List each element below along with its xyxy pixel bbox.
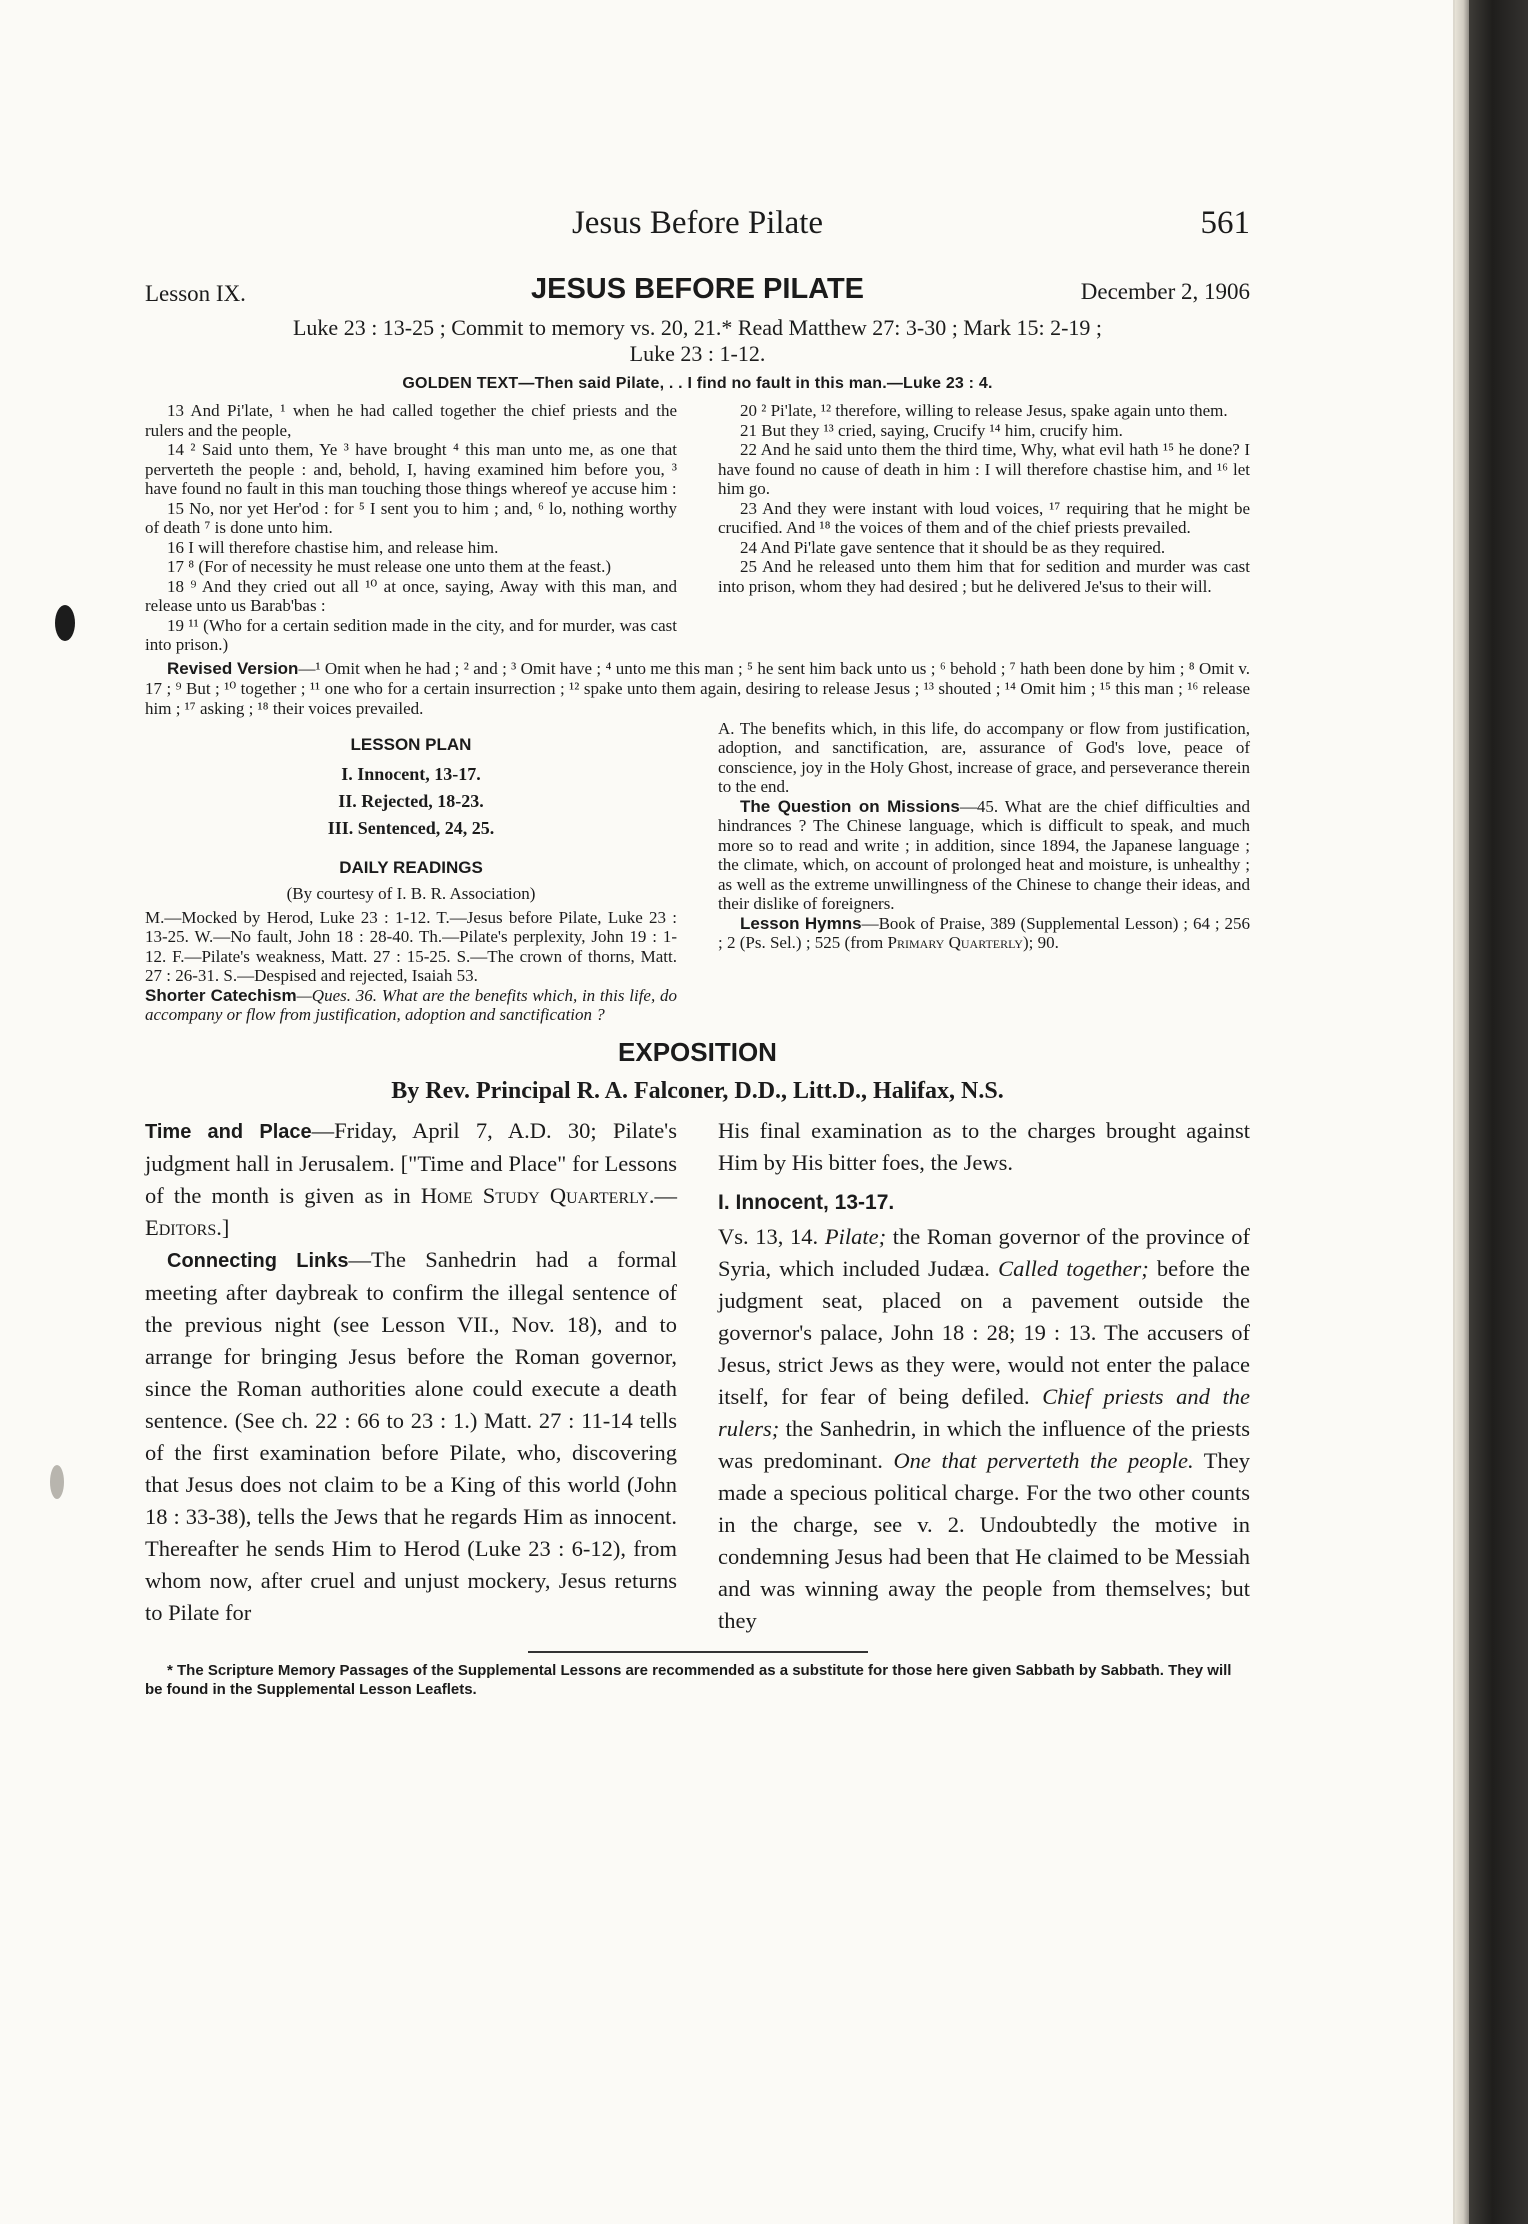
hymn-source: Primary Quarterly (887, 933, 1023, 952)
book-fore-edge (1469, 0, 1528, 2224)
time-and-place (145, 1115, 677, 1244)
lesson-number: Lesson IX. (145, 281, 246, 306)
golden-text: GOLDEN TEXT—Then said Pilate, . . I find no fault in this man.—Luke 23 : 4. (402, 375, 993, 392)
scripture-references-cont: Luke 23 : 1-12. (629, 341, 766, 366)
running-title: Jesus Before Pilate (571, 205, 824, 241)
lesson-plan-item: II. Rejected, 18-23. (338, 790, 484, 811)
lesson-title: JESUS BEFORE PILATE (530, 273, 865, 305)
page-number: 561 (1200, 205, 1250, 241)
exposition-body (145, 1115, 1250, 1637)
time-and-place-text: —Friday, April 7, A.D. 30; Pilate's judgment hall in Jerusalem. ["Time and Place" for Lessons of the month is given as in (145, 1117, 677, 1208)
exposition-title: EXPOSITION (618, 1036, 777, 1067)
verse: 13 And Pi'late, ¹ when he had called together the chief priests and the rulers and the people, (145, 401, 677, 440)
lesson-hymns (718, 914, 1250, 953)
revised-version-label: Revised Version (167, 658, 299, 678)
helps-right-column (718, 719, 1250, 1025)
missions-text: —45. What are the chief difficulties and hindrances ? The Chinese language, which is difficult to speak, and much more so to read and write ; in addition, since 1894, the Japanese language ; the climate, which, on account of prolonged heat and moisture, is unhealthy ; as well as the extreme unwillingness of the Chinese to change their ideas, and their dislike of foreigners. (718, 796, 1250, 913)
scripture-references: Luke 23 : 13-25 ; Commit to memory vs. 20, 21.* Read Matthew 27: 3-30 ; Mark 15: 2-19 ; (292, 315, 1103, 340)
section-heading: I. Innocent, 13-17. (718, 1190, 895, 1214)
verses-left-column (145, 401, 677, 655)
running-head (145, 205, 1250, 265)
verse: 18 ⁹ And they cried out all ¹⁰ at once, saying, Away with this man, and release unto us Barab'bas : (145, 576, 677, 615)
commentary-text: before the judgment seat, placed on a pavement outside the governor's palace, John 18 : 28; 19 : 13. The accusers of Jesus, strict Jews as they were, would not enter the palace itself, for fear of being defiled. (718, 1255, 1250, 1409)
verse: 20 ² Pi'late, ¹² therefore, willing to release Jesus, spake again unto them. (740, 401, 1228, 420)
daily-readings-heading: DAILY READINGS (339, 857, 483, 877)
binding-hole (50, 1465, 64, 1499)
revised-version-text: —¹ Omit when he had ; ² and ; ³ Omit have ; ⁴ unto me this man ; ⁵ he sent him back unto us ; ⁶ behold ; ⁷ hath been done by him ; ⁸ Omit v. 17 ; ⁹ But ; ¹⁰ together ; ¹¹ one who for a certain insurrection ; ¹² spake unto them again, desiring to release Jesus ; ¹³ shouted ; ¹⁴ Omit him ; ¹⁵ this man ; ¹⁶ release him ; ¹⁷ asking ; ¹⁸ their voices prevailed. (145, 658, 1250, 718)
lesson-plan-item: III. Sentenced, 24, 25. (327, 817, 495, 838)
missions-question (718, 797, 1250, 914)
term: One that perverteth the people. (893, 1447, 1194, 1473)
connecting-links-label: Connecting Links (167, 1249, 349, 1272)
missions-label: The Question on Missions (740, 796, 960, 816)
verses-right-column (718, 401, 1250, 655)
page-content (145, 205, 1250, 1699)
lesson-verses (145, 401, 1250, 655)
lesson-hymns-text: —Book of Praise, 389 (Supplemental Lesson) ; 64 ; 256 ; 2 (Ps. Sel.) ; 525 (from (718, 913, 1250, 952)
verse: 16 I will therefore chastise him, and release him. (167, 537, 499, 557)
revised-version-notes (145, 659, 1250, 719)
shorter-catechism-label: Shorter Catechism (145, 985, 297, 1005)
verse: 22 And he said unto them the third time, Why, what evil hath ¹⁵ he done? I have found no cause of death in him : I will therefore chastise him, and ¹⁶ let him go. (718, 440, 1250, 498)
footnote: * The Scripture Memory Passages of the Supplemental Lessons are recommended as a substitute for those here given Sabbath by Sabbath. They will be found in the Supplemental Lesson Leaflets. (145, 1661, 1232, 1698)
page-edge (1455, 0, 1469, 2224)
commentary-text: the Sanhedrin, in which the influence of the priests was predominant. (718, 1415, 1251, 1473)
editors: Editors (145, 1214, 217, 1240)
term: Pilate; (824, 1223, 887, 1249)
connecting-links-text: —The Sanhedrin had a formal meeting after daybreak to confirm the illegal sentence of the previous night (see Lesson VII., Nov. 18), and to arrange for bringing Jesus before the Roman governor, since the Roman authorities alone could execute a death sentence. (See ch. 22 : 66 to 23 : 1.) Matt. 27 : 11-14 tells of the first examination before Pilate, who, discovering that Jesus does not claim to be a King of this world (John 18 : 33-38), tells the Jews that he regards Him as innocent. Thereafter he sends Him to Herod (Luke 23 : 6-12), from whom now, after cruel and unjust mockery, Jesus returns to Pilate for (145, 1246, 677, 1625)
home-study-quarterly: Home Study Quarterly (420, 1182, 649, 1208)
verse: 17 ⁸ (For of necessity he must release one unto them at the feast.) (167, 557, 612, 576)
punctuation: .] (216, 1214, 230, 1240)
connecting-links (145, 1244, 677, 1629)
lesson-date: December 2, 1906 (1080, 279, 1250, 304)
exposition-intro: His final examination as to the charges brought against Him by His bitter foes, the Jews. (718, 1117, 1250, 1175)
time-and-place-label: Time and Place (145, 1120, 312, 1143)
helps-left-column (145, 719, 677, 1025)
binding-hole (55, 605, 75, 641)
term: Chief priests and the rulers; (718, 1383, 1250, 1441)
catechism-answer: A. The benefits which, in this life, do accompany or flow from justification, adoption, and sanctification, are, assurance of God's love, peace of conscience, joy in the Holy Ghost, increase of grace, and perseverance therein to the end. (718, 718, 1250, 796)
verse-label: Vs. 13, 14. (718, 1223, 819, 1249)
verse: 23 And they were instant with loud voices, ¹⁷ requiring that he might be crucified. And ¹⁸ the voices of them and of the chief priests prevailed. (718, 498, 1250, 537)
exposition-byline: By Rev. Principal R. A. Falconer, D.D., Litt.D., Halifax, N.S. (391, 1077, 1004, 1104)
punctuation: .— (648, 1182, 677, 1208)
daily-readings-text: M.—Mocked by Herod, Luke 23 : 1-12. T.—Jesus before Pilate, Luke 23 : 13-25. W.—No fault, John 18 : 28-40. Th.—Pilate's perplexity, John 19 : 1-12. F.—Pilate's weakness, Matt. 27 : 15-25. S.—The crown of thorns, Matt. 27 : 26-31. S.—Despised and rejected, Isaiah 53. (145, 907, 677, 985)
verse: 25 And he released unto them him that for sedition and murder was cast into prison, whom they had desired ; but he delivered Je'sus to their will. (718, 557, 1250, 596)
exposition-right-column (718, 1115, 1250, 1637)
lesson-header (145, 273, 1250, 315)
lesson-plan-heading: LESSON PLAN (350, 734, 472, 754)
catechism-question: —Ques. 36. What are the benefits which, in this life, do accompany or flow from justification, adoption and sanctification ? (145, 985, 677, 1024)
verse: 19 ¹¹ (Who for a certain sedition made in the city, and for murder, was cast into prison.) (145, 615, 677, 654)
term: Called together; (998, 1255, 1149, 1281)
commentary-text: the Roman governor of the province of Syria, which included Judæa. (718, 1223, 1251, 1281)
footnote-rule (528, 1651, 868, 1653)
verse: 14 ² Said unto them, Ye ³ have brought ⁴ this man unto me, as one that perverteth the people : and, behold, I, having examined him before you, ³ have found no fault in this man touching those things whereof ye accuse him : (145, 440, 677, 498)
verse: 15 No, nor yet Her'od : for ⁵ I sent you to him ; and, ⁶ lo, nothing worthy of death ⁷ is done unto him. (145, 498, 677, 537)
lesson-plan-item: I. Innocent, 13-17. (341, 763, 481, 784)
verse: 21 But they ¹³ cried, saying, Crucify ¹⁴ him, crucify him. (740, 420, 1123, 440)
lesson-hymns-label: Lesson Hymns (740, 913, 862, 933)
shorter-catechism (145, 986, 677, 1025)
commentary-text: They made a specious political charge. For the two other counts in the charge, see v. 2. Undoubtedly the motive in condemning Jesus had been that He claimed to be Messiah and was winning away the people from themselves; but they (718, 1447, 1251, 1633)
lesson-helps (145, 719, 1250, 1025)
verse: 24 And Pi'late gave sentence that it should be as they required. (740, 537, 1166, 557)
exposition-left-column (145, 1115, 677, 1637)
daily-readings-courtesy: (By courtesy of I. B. R. Association) (286, 883, 536, 903)
hymn-tail: ); 90. (1022, 933, 1059, 952)
verse-commentary (718, 1221, 1250, 1637)
